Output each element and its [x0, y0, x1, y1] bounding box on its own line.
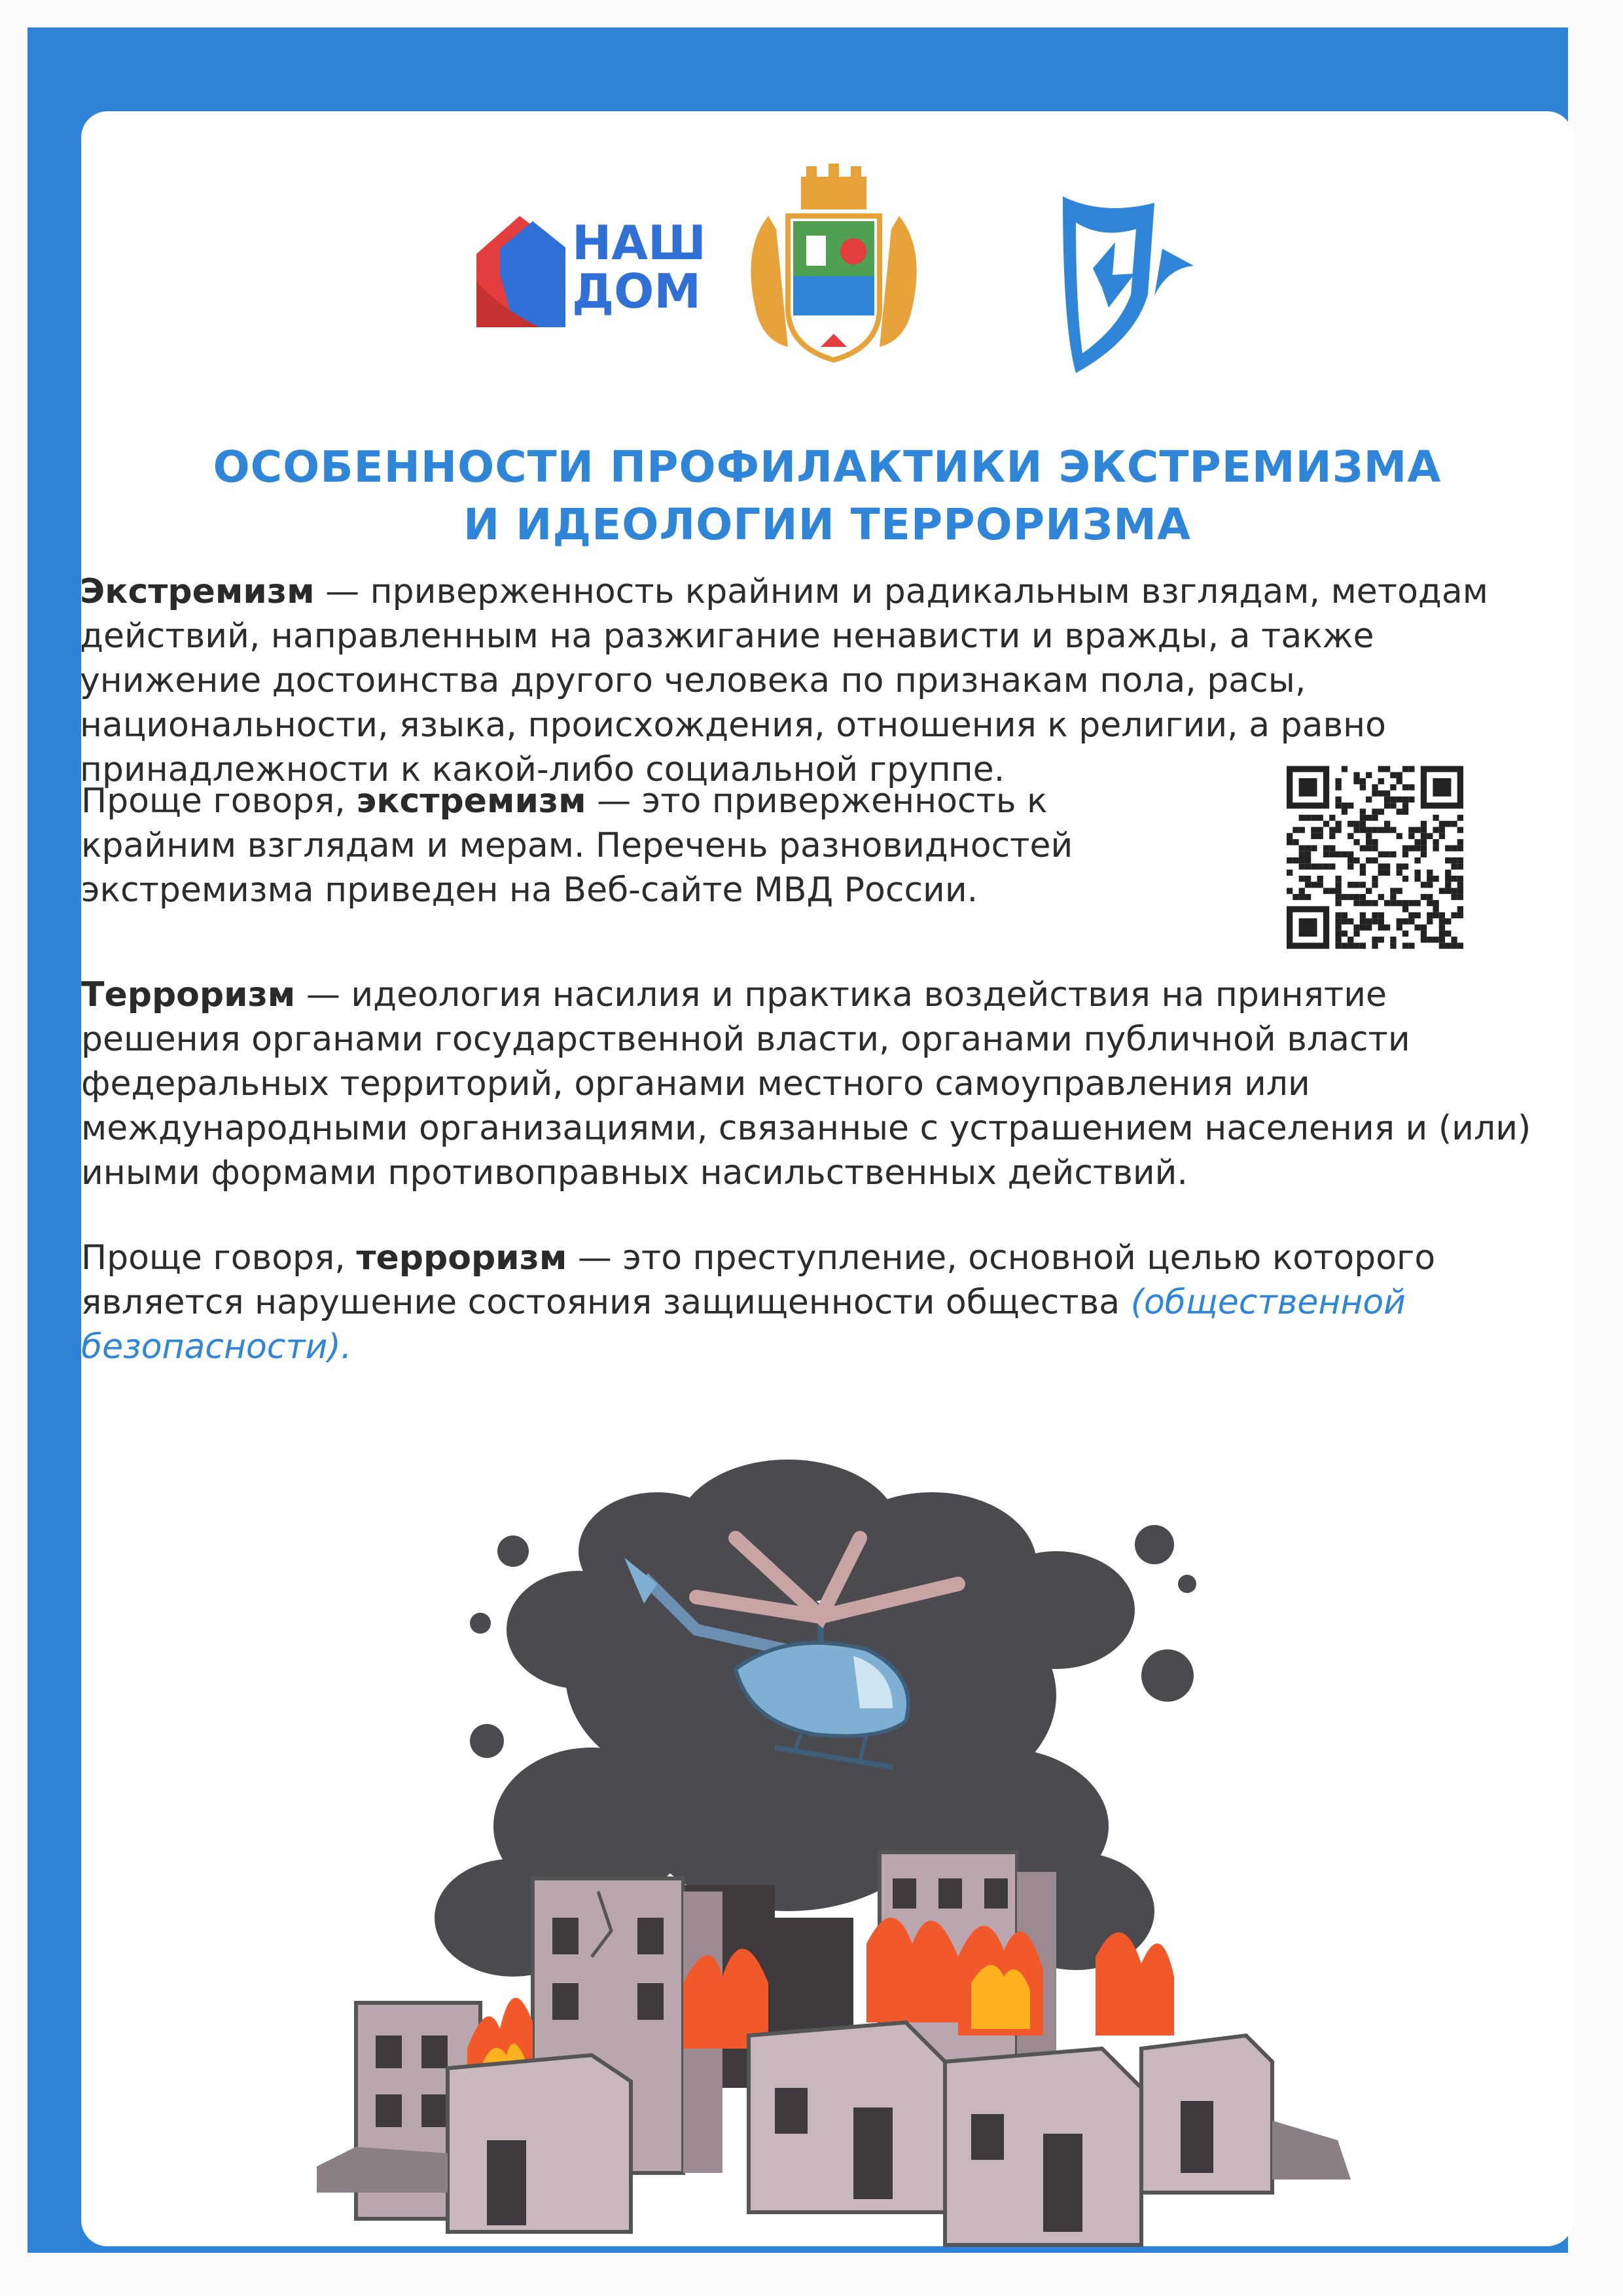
- extremism-simple-lead: Проще говоря,: [81, 781, 357, 821]
- content-card: [81, 111, 1573, 2246]
- nash-dom-line1: НАШ: [572, 215, 706, 270]
- extremism-term: Экстремизм: [80, 572, 315, 611]
- terrorism-definition: — идеология насилия и практика воздействия на принятие решения органами государственной власти, органами публичной власти федеральных территорий, органами местного самоуправления или международными организациями, связанные с устрашением населения и (или) иными формами противоправных насильственных действий.: [81, 975, 1531, 1193]
- terrorism-paragraph: [81, 973, 1534, 1195]
- terrorism-simple-term: терроризм: [356, 1238, 567, 1278]
- logo-row: [81, 111, 1573, 393]
- extremism-definition-p: [80, 569, 1520, 792]
- page-title: [81, 439, 1573, 554]
- terrorism-simple-accent: (общественной безопасности).: [81, 1283, 1406, 1367]
- extremism-simple-rest: — это приверженность к крайним взглядам и мерам. Перечень разновидностей экстремизма приведен на Веб-сайте МВД России.: [81, 781, 1073, 910]
- nash-dom-logo-icon: [476, 216, 565, 327]
- terrorism-simple-paragraph: [81, 1236, 1455, 1369]
- shield-dove-icon: [1063, 196, 1194, 373]
- extremism-simple-paragraph: [81, 779, 1207, 912]
- title-line-1: ОСОБЕННОСТИ ПРОФИЛАКТИКИ ЭКСТРЕМИЗМА: [213, 442, 1442, 492]
- terrorism-simple-rest: — это преступление, основной целью которого является нарушение состояния защищенности общества: [81, 1238, 1436, 1322]
- extremism-simple-term: экстремизм: [356, 781, 586, 821]
- nash-dom-line2: ДОМ: [572, 264, 701, 319]
- extremism-definition-span: — приверженность крайним и радикальным взглядам, методам действий, направленным на разжигание ненависти и вражды, а также унижение достоинства другого человека по признакам пола, расы, национальности, языка, происхождения, отношения к религии, а равно принадлежности к какой-либо социальной группе.: [80, 572, 1488, 789]
- coat-of-arms-icon: [751, 164, 916, 360]
- terrorism-term: Терроризм: [81, 975, 296, 1014]
- page-frame: [27, 27, 1568, 2253]
- title-line-2: И ИДЕОЛОГИИ ТЕРРОРИЗМА: [463, 499, 1192, 550]
- qr-code-icon[interactable]: [1287, 766, 1463, 949]
- explosion-illustration: [317, 1460, 1377, 2258]
- terrorism-simple-lead: Проще говоря,: [81, 1238, 357, 1278]
